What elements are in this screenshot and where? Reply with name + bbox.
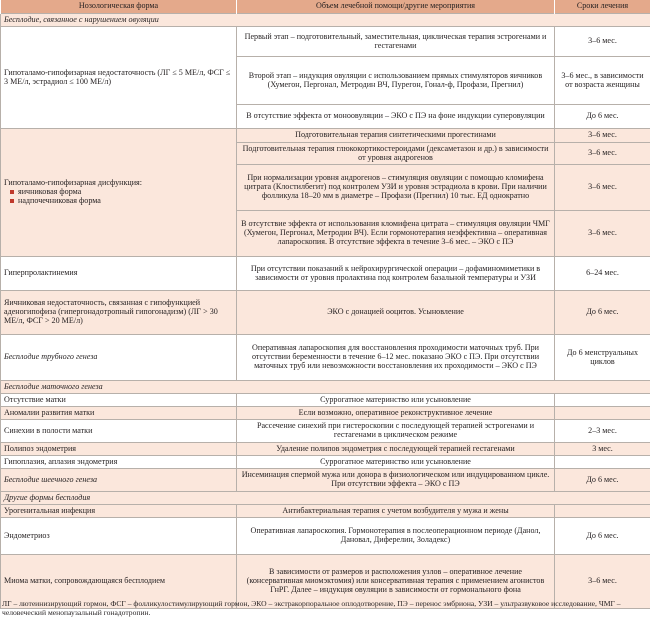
volume-cell: Инсеминация спермой мужа или донора в физиологическом или индуцированном цикле. При отсутствии эффекта – ЭКО с ПЭ — [237, 469, 555, 492]
form-urogenital: Урогенитальная инфекция — [1, 505, 237, 518]
form-anomalies: Аномалии развития матки — [1, 407, 237, 420]
section-ovulation: Бесплодие, связанное с нарушением овуляции — [1, 14, 650, 27]
form-myoma: Миома матки, сопровождающаяся бесплодием — [1, 555, 237, 609]
duration-cell: 3 мес. — [555, 443, 650, 456]
volume-cell: При нормализации уровня андрогенов – стимуляция овуляции с помощью кломифена цитрата (Клостилбегит) под контролем УЗИ и уровня эстрадиола в крови. При наличии фолликула 18–20 мм в диаметре – Профази (Прегнил) 10 тыс. ЕД однократно — [237, 165, 555, 211]
duration-cell — [555, 505, 650, 518]
duration-cell: 6–24 мес. — [555, 257, 650, 291]
form-hyperprolactinemia: Гиперпролактинемия — [1, 257, 237, 291]
duration-cell — [555, 394, 650, 407]
table-row — [1, 505, 650, 518]
volume-cell: Подготовительная терапия синтетическими прогестинами — [237, 129, 555, 143]
volume-cell: ЭКО с донацией ооцитов. Усыновление — [237, 291, 555, 335]
volume-cell: Удаление полипов эндометрия с последующей терапией гестагенами — [237, 443, 555, 456]
table-row — [1, 291, 650, 335]
table-header — [1, 0, 650, 14]
header-volume: Объем лечебной помощи/другие мероприятия — [237, 0, 555, 14]
duration-cell: До 6 мес. — [555, 105, 650, 129]
duration-cell: 3–6 мес. — [555, 143, 650, 165]
form-hypo-insufficiency: Гипоталамо-гипофизарная недостаточность (ЛГ ≤ 5 МЕ/л, ФСГ ≤ 3 МЕ/л, эстрадиол ≤ 100 МЕ/л) — [1, 27, 237, 129]
form-hypo-dysfunction — [1, 129, 237, 257]
table-row — [1, 456, 650, 469]
duration-cell: 3–6 мес. — [555, 27, 650, 57]
form-hypoplasia: Гипоплазия, аплазия эндометрия — [1, 456, 237, 469]
volume-cell: В отсутствие эффекта от моноовуляции – ЭКО с ПЭ на фоне индукции суперовуляции — [237, 105, 555, 129]
volume-cell: При отсутствии показаний к нейрохирургической операции – дофаминомиметики в зависимости от уровня пролактина под контролем базальной температуры и УЗИ — [237, 257, 555, 291]
table-row — [1, 443, 650, 456]
volume-cell: Подготовительная терапия глюкокортикостероидами (дексаметазон и др.) в зависимости от уровня андрогенов — [237, 143, 555, 165]
section-row — [1, 381, 650, 394]
form-cervical: Бесплодие шеечного генеза — [1, 469, 237, 492]
table-row — [1, 420, 650, 443]
duration-cell: 2–3 мес. — [555, 420, 650, 443]
table-row — [1, 394, 650, 407]
table-row — [1, 335, 650, 381]
table-row — [1, 407, 650, 420]
section-other: Другие формы бесплодия — [1, 492, 650, 505]
volume-cell: Второй этап – индукция овуляции с использованием прямых стимуляторов яичников (Хумегон, Пергонал, Метродин ВЧ, Пурегон, Гонал-ф, Профази, Прегнил) — [237, 57, 555, 105]
volume-cell: В отсутствие эффекта от использования кломифена цитрата – стимуляция овуляции ЧМГ (Хумегон, Пергонал, Метродин ВЧ). Если гормонотерапия неэффективна – оперативная лапароскопия. В отсутствие эффекта в течение 3–6 мес. – ЭКО с ПЭ — [237, 211, 555, 257]
volume-cell: Суррогатное материнство или усыновление — [237, 456, 555, 469]
duration-cell — [555, 456, 650, 469]
section-row — [1, 492, 650, 505]
form-synechiae: Синехии в полости матки — [1, 420, 237, 443]
duration-cell — [555, 407, 650, 420]
duration-cell: До 6 мес. — [555, 469, 650, 492]
table-row — [1, 469, 650, 492]
section-row — [1, 14, 650, 27]
table-row — [1, 518, 650, 555]
header-form: Нозологическая форма — [1, 0, 237, 14]
list-item: надпочечниковая форма — [10, 197, 233, 206]
table-row — [1, 129, 650, 143]
volume-cell: Оперативная лапароскопия для восстановления проходимости маточных труб. При отсутствии беременности в течение 6–12 мес. показано ЭКО с ПЭ. При отсутствии маточных труб или невозможности восстановления их проходимости – ЭКО с ПЭ — [237, 335, 555, 381]
form-hypo-dysfunction-label: Гипоталамо-гипофизарная дисфункция: — [4, 178, 143, 188]
volume-cell: Антибактериальная терапия с учетом возбудителя у мужа и жены — [237, 505, 555, 518]
duration-cell: 3–6 мес., в зависимости от возраста женщины — [555, 57, 650, 105]
form-no-uterus: Отсутствие матки — [1, 394, 237, 407]
form-ovarian-insufficiency: Яичниковая недостаточность, связанная с гипофункцией аденогипофиза (гипергонадотропный гипогонадизм) (ЛГ > 30 МЕ/л, ФСГ > 20 МЕ/л) — [1, 291, 237, 335]
table-row — [1, 257, 650, 291]
volume-cell: Оперативная лапароскопия. Гормонотерапия в послеоперационном периоде (Данол, Дановал, Диферелин, Золадекс) — [237, 518, 555, 555]
volume-cell: Рассечение синехий при гистероскопии с последующей терапией эстрогенами и гестагенами в циклическом режиме — [237, 420, 555, 443]
form-endometriosis: Эндометриоз — [1, 518, 237, 555]
table-row — [1, 27, 650, 57]
volume-cell: Если возможно, оперативное реконструктивное лечение — [237, 407, 555, 420]
form-tubal: Бесплодие трубного генеза — [1, 335, 237, 381]
volume-cell: Суррогатное материнство или усыновление — [237, 394, 555, 407]
duration-cell: 3–6 мес. — [555, 165, 650, 211]
section-uterine: Бесплодие маточного генеза — [1, 381, 650, 394]
duration-cell: 3–6 мес. — [555, 555, 650, 609]
duration-cell: 3–6 мес. — [555, 129, 650, 143]
duration-cell: 3–6 мес. — [555, 211, 650, 257]
footnote: ЛГ – лютеинизирующий гормон, ФСГ – фолликулостимулирующий гормон, ЭКО – экстракорпоральное оплодотворение, ПЭ – перенос эмбриона, УЗИ – ультразвуковое исследование, ЧМГ – человеческий менопаузальный гонадотропин. — [2, 599, 621, 618]
form-polyps: Полипоз эндометрия — [1, 443, 237, 456]
volume-cell: Первый этап – подготовительный, заместительная, циклическая терапия эстрогенами и гестагенами — [237, 27, 555, 57]
duration-cell: До 6 мес. — [555, 518, 650, 555]
volume-cell: В зависимости от размеров и расположения узлов – оперативное лечение (консервативная миомэктомия) или консервативная терапия с применением агонистов ГнРГ. Далее – индукция овуляции в зависимости от гормонального фона — [237, 555, 555, 609]
duration-cell: До 6 мес. — [555, 291, 650, 335]
duration-cell: До 6 менструальных циклов — [555, 335, 650, 381]
list-item: яичниковая форма — [10, 188, 233, 197]
dysfunction-list — [4, 188, 233, 205]
header-duration: Сроки лечения — [555, 0, 650, 14]
